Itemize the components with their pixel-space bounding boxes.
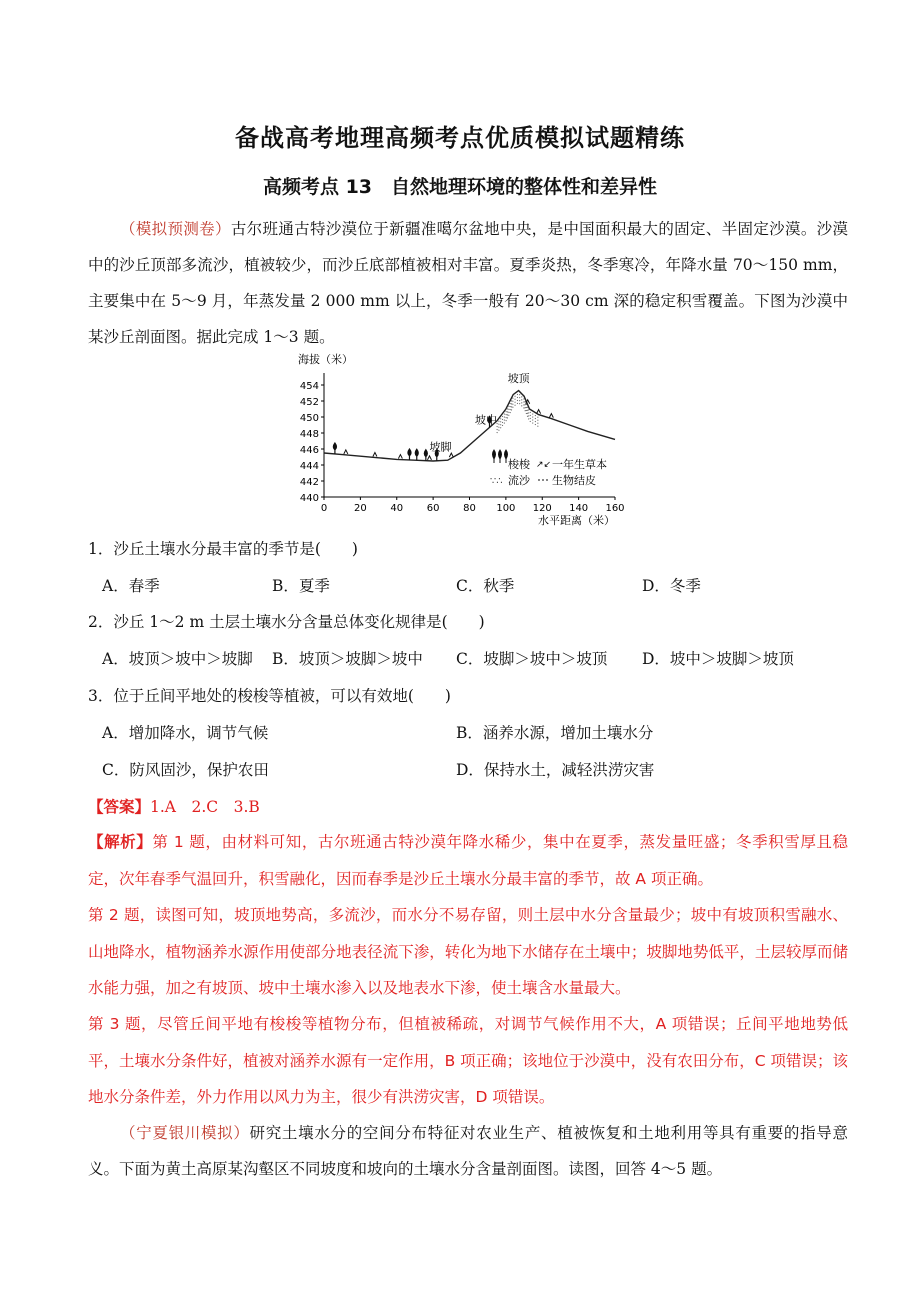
y-tick-label: 448 (299, 429, 319, 440)
explanation-1 (88, 824, 848, 897)
legend-shrub-icon (493, 450, 508, 463)
legend-sand: 流沙 (508, 474, 530, 487)
y-tick-label: 446 (299, 445, 319, 456)
explanation-1-text: 第 1 题，由材料可知，古尔班通古特沙漠年降水稀少，集中在夏季，蒸发量旺盛；冬季积雪厚且稳定，次年春季气温回升，积雪融化，因而春季是沙丘土壤水分最丰富的季节，故 A 项正确。 (88, 833, 848, 888)
x-tick-label: 160 (605, 503, 625, 514)
question-2-option-c[interactable]: C．坡脚＞坡中＞坡顶 (456, 650, 608, 668)
y-tick-label: 450 (299, 413, 319, 424)
question-3-option-d[interactable]: D．保持水土，减轻洪涝灾害 (456, 761, 655, 779)
chart-legend (490, 450, 607, 487)
shrub-mark (408, 449, 411, 460)
question-1-option-b[interactable]: B．夏季 (272, 577, 330, 595)
page-subtitle: 高频考点 13 自然地理环境的整体性和差异性 (262, 176, 658, 198)
dune-profile-chart (280, 347, 640, 527)
question-1-stem: 1．沙丘土壤水分最丰富的季节是( ) (88, 540, 358, 558)
chart-ylabel: 海拔（米） (298, 353, 353, 366)
grass-mark (537, 410, 541, 414)
question-3-stem: 3．位于丘间平地处的梭梭等植被，可以有效地( ) (88, 687, 451, 705)
y-tick-label: 454 (299, 381, 319, 392)
legend-sand-icon: ∵∴ (490, 476, 503, 487)
x-tick-label: 0 (320, 503, 328, 514)
grass-mark (427, 456, 431, 460)
grass-mark (549, 414, 553, 418)
question-3-option-a[interactable]: A．增加降水，调节气候 (102, 724, 269, 742)
explanation-2: 第 2 题，读图可知，坡顶地势高，多流沙，而水分不易存留，则土层中水分含量最少；坡中有坡顶积雪融水、山地降水，植物涵养水源作用使部分地表径流下渗，转化为地下水储存在土壤中；坡脚地势低平，土层较厚而储水能力强，加之有坡顶、坡中土壤水渗入以及地表水下渗，使土壤含水量最大。 (88, 906, 848, 997)
explanation-tag: 【解析】 (88, 833, 153, 851)
x-tick-label: 140 (569, 503, 589, 514)
label-slope-top: 坡顶 (507, 371, 530, 385)
passage-2-source: （宁夏银川模拟） (120, 1124, 250, 1142)
grass-mark (449, 453, 453, 457)
chart-xlabel: 水平距离（米） (538, 514, 615, 527)
shrub-mark (333, 443, 336, 454)
legend-shrub: 梭梭 (508, 458, 530, 471)
question-1-option-c[interactable]: C．秋季 (456, 577, 515, 595)
y-tick-label: 440 (299, 493, 319, 504)
question-1-option-a[interactable]: A．春季 (102, 577, 160, 595)
x-tick-label: 20 (354, 503, 367, 514)
passage-1-text: 古尔班通古特沙漠位于新疆准噶尔盆地中央，是中国面积最大的固定、半固定沙漠。沙漠中的沙丘顶部多流沙，植被较少，而沙丘底部植被相对丰富。夏季炎热，冬季寒冷，年降水量 70～150 mm，主要集中在 5～9 月，年蒸发量 2 000 mm 以上，冬季一般有 20～30 cm 深的稳定积雪覆盖。下图为沙漠中某沙丘剖面图。据此完成 1～3 题。 (88, 220, 848, 346)
x-tick-label: 60 (426, 503, 440, 514)
page-title: 备战高考地理高频考点优质模拟试题精练 (235, 124, 685, 152)
x-tick-label: 40 (390, 503, 404, 514)
grass-mark (344, 450, 348, 454)
question-2-option-d[interactable]: D．坡中＞坡脚＞坡顶 (642, 650, 794, 668)
passage-1-source: （模拟预测卷） (120, 220, 231, 238)
legend-grass-icon: ↗↙ (536, 460, 552, 470)
question-1-option-d[interactable]: D．冬季 (642, 577, 701, 595)
passage-1 (88, 211, 848, 355)
passage-2 (88, 1115, 848, 1187)
question-2-stem: 2．沙丘 1～2 m 土层土壤水分含量总体变化规律是( ) (88, 613, 485, 631)
answer-text: 1.A 2.C 3.B (150, 798, 260, 816)
profile-line (324, 391, 615, 461)
grass-mark (398, 455, 402, 459)
legend-grass: 一年生草本 (552, 458, 607, 471)
question-2-option-a[interactable]: A．坡顶＞坡中＞坡脚 (102, 650, 253, 668)
answer-line (88, 795, 260, 817)
question-2-option-b[interactable]: B．坡顶＞坡脚＞坡中 (272, 650, 423, 668)
y-tick-label: 452 (299, 397, 319, 408)
x-tick-label: 80 (463, 503, 476, 514)
explanation-3: 第 3 题，尽管丘间平地有梭梭等植物分布，但植被稀疏，对调节气候作用不大，A 项错误；丘间平地地势低平，土壤水分条件好，植被对涵养水源有一定作用，B 项正确；该地位于沙漠中，没有农田分布，C 项错误；该地水分条件差，外力作用以风力为主，很少有洪涝灾害，D 项错误。 (88, 1015, 848, 1106)
label-slope-foot: 坡脚 (429, 440, 452, 454)
question-3-option-c[interactable]: C．防风固沙，保护农田 (102, 761, 269, 779)
x-tick-label: 120 (532, 503, 552, 514)
x-tick-label: 100 (496, 503, 516, 514)
legend-crust: 生物结皮 (552, 474, 596, 487)
label-slope-middle: 坡中 (474, 413, 497, 427)
answer-tag: 【答案】 (88, 797, 151, 816)
question-3-option-b[interactable]: B．涵养水源，增加土壤水分 (456, 724, 654, 742)
y-tick-label: 444 (299, 461, 319, 472)
y-tick-label: 442 (299, 477, 319, 488)
shrub-mark (424, 450, 427, 461)
grass-mark (373, 452, 377, 456)
shrub-mark (415, 449, 418, 460)
passage-2-text: 研究土壤水分的空间分布特征对农业生产、植被恢复和土地利用等具有重要的指导意义。下面为黄土高原某沟壑区不同坡度和坡向的土壤水分含量剖面图。读图，回答 4～5 题。 (88, 1124, 848, 1178)
